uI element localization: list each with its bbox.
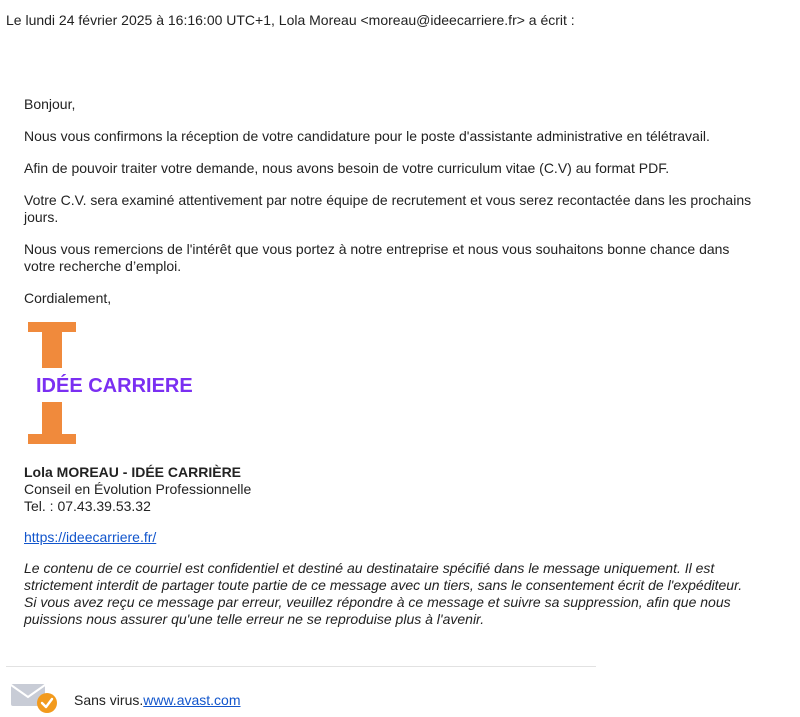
logo-bottom-bar [28,434,76,444]
logo-top-stem [42,330,62,368]
avast-link[interactable]: www.avast.com [143,692,241,708]
paragraph-4: Nous vous remercions de l'intérêt que vous portez à notre entreprise et nous vous souhaitons bonne chance dans votre recherche d’emploi. [24,241,730,274]
quote-header: Le lundi 24 février 2025 à 16:16:00 UTC+1, Lola Moreau <moreau@ideecarriere.fr> a écrit : [6,12,575,28]
logo-bottom-stem [42,402,62,436]
confidentiality-disclaimer: Le contenu de ce courriel est confidentiel et destiné au destinataire spécifié dans le message uniquement. Il est strictement interdit de partager toute partie de ce message avec un tiers, sans le consentement écrit de l'expéditeur. Si vous avez reçu ce message par erreur, veuillez répondre à ce message et suivre sa suppression, afin que nous puissions nous assurer qu'une telle erreur ne se reproduise plus à l'avenir. [24,560,743,627]
greeting: Bonjour, [24,96,76,112]
antivirus-label [74,692,241,708]
message-body [24,96,754,628]
paragraph-2: Afin de pouvoir traiter votre demande, nous avons besoin de votre curriculum vitae (C.V) au format PDF. [24,160,670,176]
website-link[interactable]: https://ideecarriere.fr/ [24,529,157,545]
signature [24,464,754,546]
antivirus-text: Sans virus. [74,692,144,708]
paragraph-3: Votre C.V. sera examiné attentivement par notre équipe de recrutement et vous serez recontactée dans les prochains jours. [24,192,752,225]
company-logo [24,322,214,444]
signature-title: Conseil en Évolution Professionnelle [24,481,252,497]
logo-graphic [24,322,214,444]
envelope-check-icon [10,682,58,714]
signature-phone: Tel. : 07.43.39.53.32 [24,498,151,514]
antivirus-footer [10,682,610,714]
logo-text: IDÉE CARRIERE [36,375,193,397]
paragraph-1: Nous vous confirmons la réception de votre candidature pour le poste d'assistante administrative en télétravail. [24,128,710,144]
signature-name: Lola MOREAU - IDÉE CARRIÈRE [24,464,242,480]
closing: Cordialement, [24,290,112,306]
footer-divider [6,666,596,667]
